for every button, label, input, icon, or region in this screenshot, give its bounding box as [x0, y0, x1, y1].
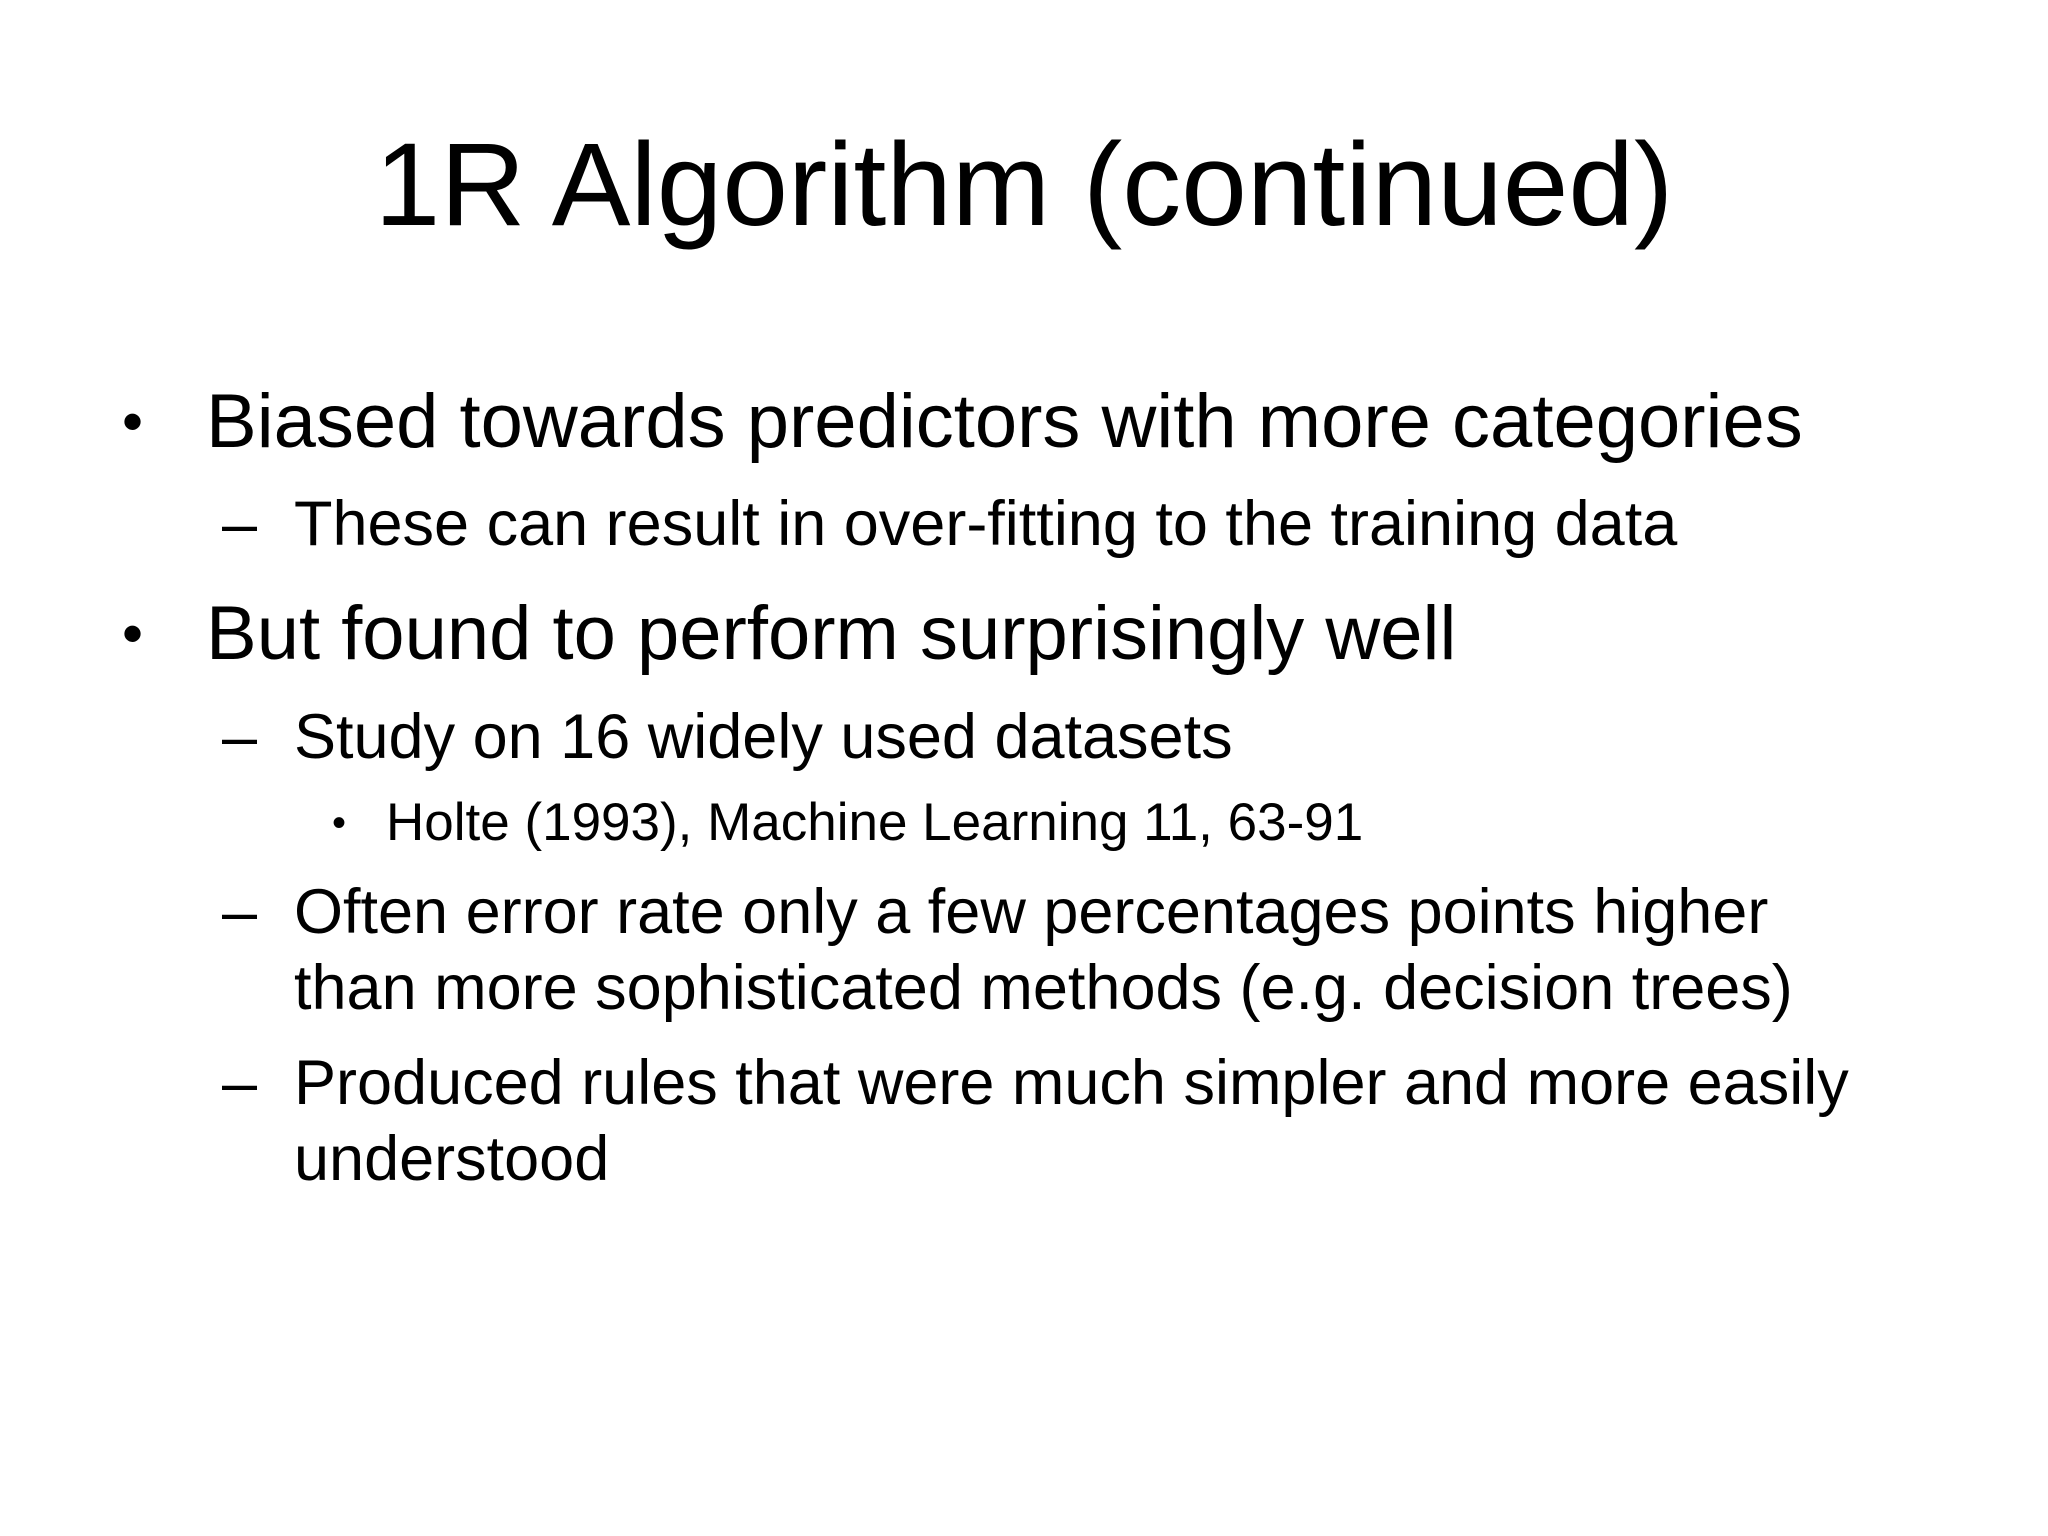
bullet-item [0, 588, 2048, 679]
slide-title: 1R Algorithm (continued) [374, 119, 1674, 251]
slide-body [0, 376, 2048, 1198]
bullet-marker: • [122, 387, 144, 455]
bullet-item [0, 1046, 2048, 1197]
bullet-item [0, 700, 2048, 776]
bullet-marker: • [122, 600, 144, 668]
bullet-text: These can result in over-fitting to the training data [294, 488, 1678, 559]
dash-marker: – [222, 488, 258, 559]
bullet-text: Study on 16 widely used datasets [294, 701, 1233, 772]
dash-marker: – [222, 877, 258, 948]
bullet-item [0, 791, 2048, 855]
dash-marker: – [222, 1048, 258, 1119]
bullet-item [0, 487, 2048, 563]
bullet-item [0, 875, 2048, 1026]
bullet-text: Produced rules that were much simpler and more easily understood [294, 1048, 1849, 1195]
dash-marker: – [222, 701, 258, 772]
bullet-item [0, 376, 2048, 467]
bullet-marker: • [332, 801, 347, 846]
bullet-text: Holte (1993), Machine Learning 11, 63-91 [386, 793, 1364, 853]
bullet-text: But found to perform surprisingly well [206, 591, 1457, 677]
bullet-text: Often error rate only a few percentages points higher than more sophisticated methods (e.g. decision trees) [294, 877, 1793, 1023]
bullet-text: Biased towards predictors with more categories [206, 378, 1803, 464]
